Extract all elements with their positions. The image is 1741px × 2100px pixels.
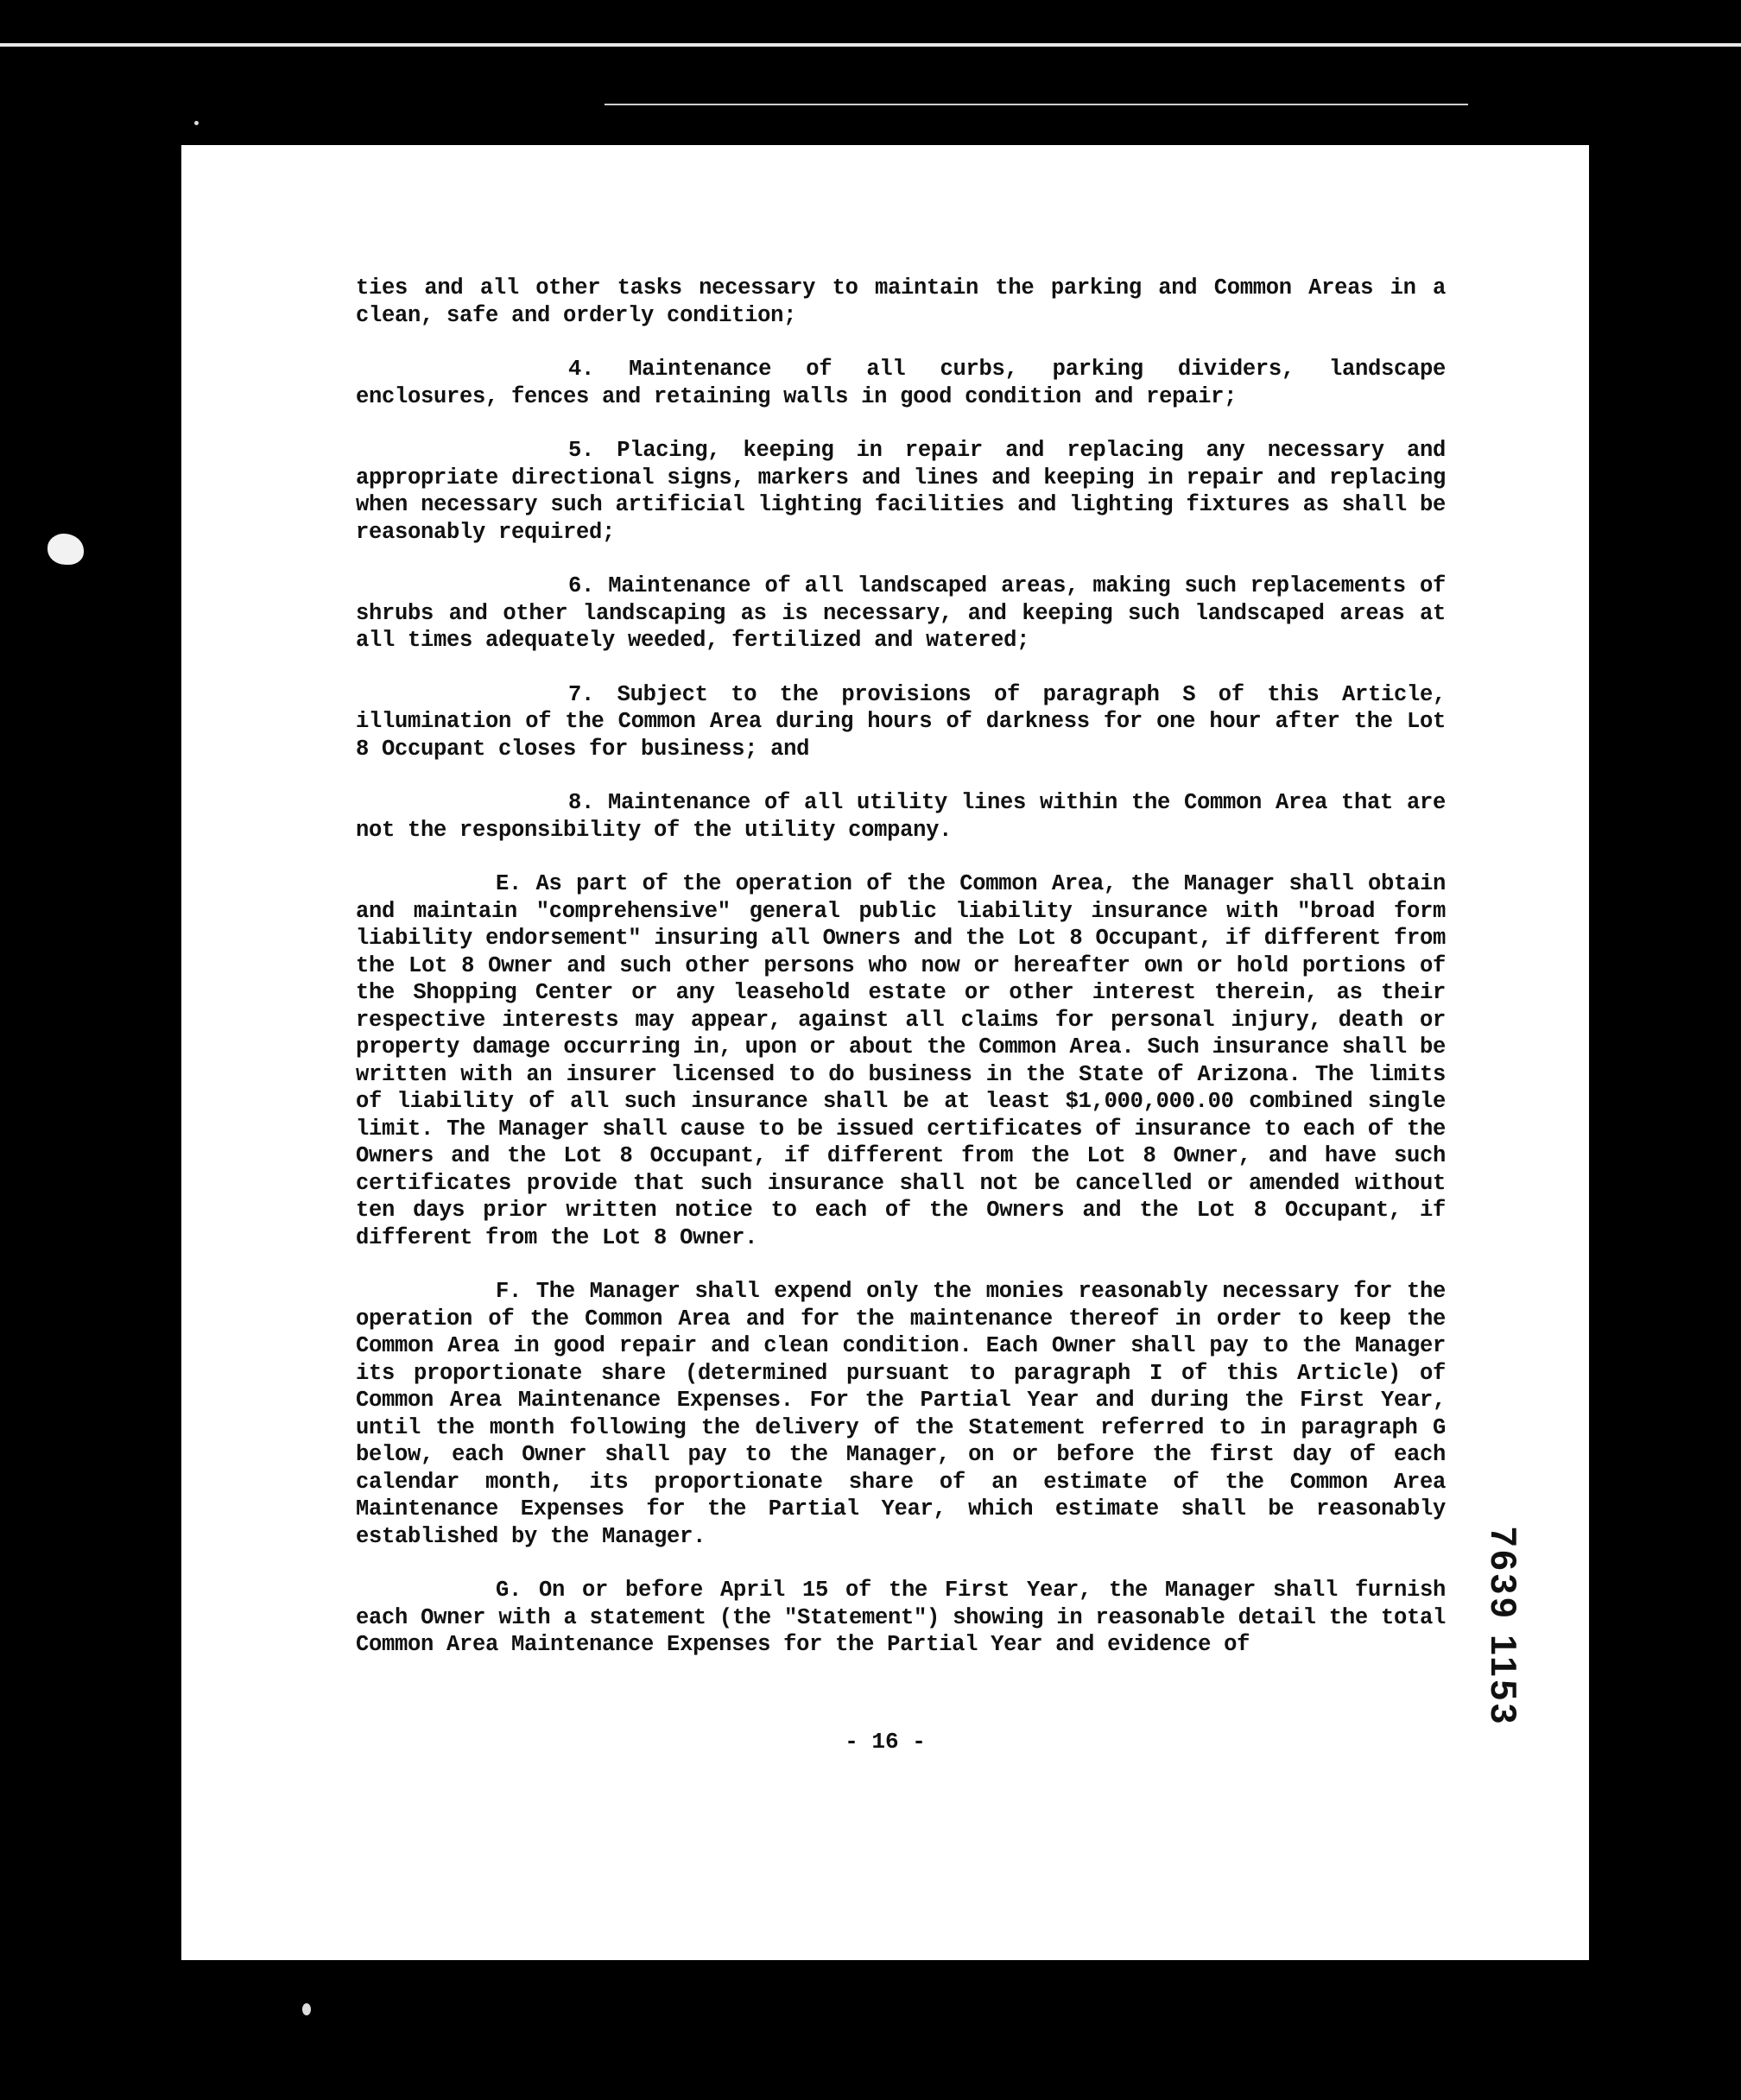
paragraph-item-5: 5. Placing, keeping in repair and replacing any necessary and appropriate directional signs, markers and lines and keeping in repair and replacing when necessary such artificial lighting facilities and lighting fixtures as shall be reasonably required;	[356, 438, 1446, 545]
paragraph-section-g: G. On or before April 15 of the First Year, the Manager shall furnish each Owner with a statement (the "Statement") showing in reasonable detail the total Common Area Maintenance Expenses for the Partial Year and evidence of	[356, 1578, 1446, 1657]
scan-speck	[194, 121, 199, 125]
paragraph-item-4: 4. Maintenance of all curbs, parking dividers, landscape enclosures, fences and retaining walls in good condition and repair;	[356, 357, 1446, 409]
recording-stamp: 7639 1153	[1484, 1527, 1524, 1728]
paragraph-item-7: 7. Subject to the provisions of paragraph S of this Article, illumination of the Common Area during hours of darkness for one hour after the Lot 8 Occupant closes for business; and	[356, 681, 1446, 762]
paragraph-section-e: E. As part of the operation of the Common Area, the Manager shall obtain and maintain "comprehensive" general public liability insurance with "broad form liability endorsement" insuring all Owners and the Lot 8 Occupant, if different from the Lot 8 Owner and such other persons who now or hereafter own or hold portions of the Shopping Center or any leasehold estate or other interest therein, as their respective interests may appear, against all claims for personal injury, death or property damage occurring in, upon or about the Common Area. Such insurance shall be written with an insurer licensed to do business in the State of Arizona. The limits of liability of all such insurance shall be at least $1,000,000.00 combined single limit. The Manager shall cause to be issued certificates of insurance to each of the Owners and the Lot 8 Occupant, if different from the Lot 8 Owner, and have such certificates provide that such insurance shall not be cancelled or amended without ten days prior written notice to each of the Owners and the Lot 8 Occupant, if different from the Lot 8 Owner.	[356, 871, 1446, 1250]
paragraph-continuation: ties and all other tasks necessary to maintain the parking and Common Areas in a clean, safe and orderly condition;	[356, 275, 1446, 328]
scan-border-line	[605, 104, 1468, 105]
document-body	[356, 275, 1446, 1686]
scan-blot	[47, 534, 84, 565]
page-number: - 16 -	[845, 1729, 926, 1755]
paragraph-item-8: 8. Maintenance of all utility lines within the Common Area that are not the responsibility of the utility company.	[356, 790, 1446, 843]
scan-speck	[302, 2003, 311, 2015]
scan-border-line	[0, 43, 1741, 47]
paragraph-section-f: F. The Manager shall expend only the monies reasonably necessary for the operation of the Common Area and for the maintenance thereof in order to keep the Common Area in good repair and clean condition. Each Owner shall pay to the Manager its proportionate share (determined pursuant to paragraph I of this Article) of Common Area Maintenance Expenses. For the Partial Year and during the First Year, until the month following the delivery of the Statement referred to in paragraph G below, each Owner shall pay to the Manager, on or before the first day of each calendar month, its proportionate share of an estimate of the Common Area Maintenance Expenses for the Partial Year, which estimate shall be reasonably established by the Manager.	[356, 1279, 1446, 1549]
document-page	[181, 145, 1589, 1960]
paragraph-item-6: 6. Maintenance of all landscaped areas, making such replacements of shrubs and other landscaping as is necessary, and keeping such landscaped areas at all times adequately weeded, fertilized and watered;	[356, 573, 1446, 653]
